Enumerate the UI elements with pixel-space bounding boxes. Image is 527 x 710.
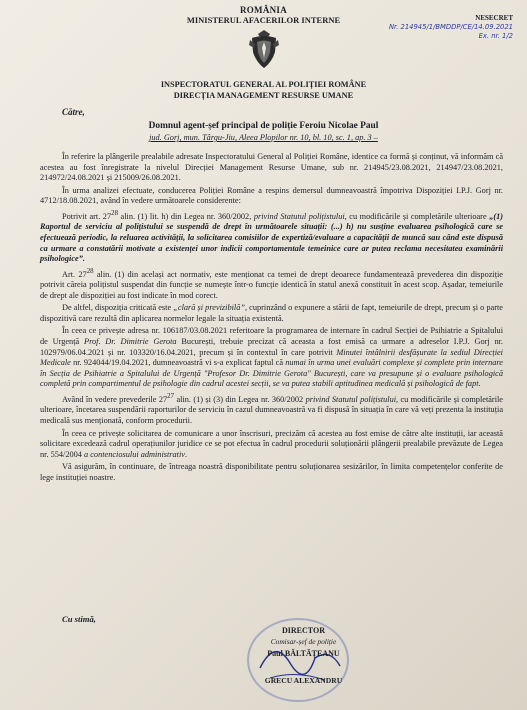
paragraph-6: În ceea ce privește adresa nr. 106187/03.08.2021 referitoare la programarea de internare în cadrul Secției de Psihiatrie a Spitalului de Urgență Prof. Dr. Dimitrie Gerota București, trebuie precizat că aceasta a fost emisă ca urmare a adreselor I.P.J. Gorj nr. 102979/06.04.2021 și nr. 103320/16.04.2021, precum și în contextul în care potrivit Minutei întâlnirii desfășurate la sediul Direcției Medicale nr. 924044/19.04.2021, dumneavoastră vi s-a explicat faptul că numai în urma unei evaluări complexe și complete prin internare în Secția de Psihiatrie a Spitalului de Urgență "Profesor Dr. Dimitrie Gerota" București, care va presupune și o evaluare psihologică completă prin compartimentul de psihologie din cadrul acestei secții, se va putea stabili aptitudinea medicală și psihologică de fapt. [40,326,504,389]
reference-block [389,14,513,41]
coat-of-arms-icon [248,28,280,70]
cosigner-name: GRECU ALEXANDRU [264,676,343,685]
recipient-address: jud. Gorj, mun. Târgu-Jiu, Aleea Plopilor nr. 10, bl. 10, sc. 1, ap. 3 – [149,133,378,142]
copy-number: Ex. nr. 1/2 [478,32,513,40]
recipient-to: Către, [62,107,85,117]
paragraph-3: Potrivit art. $27^{28}$ alin. (1) lit. h) din Legea nr. 360/2002, privind Statutul polițistului, cu modificările și completările ulterioare „(1) Raportul de serviciu al polițistului se suspendă de drept în următoarele situații: (...) h) nu susține evaluarea psihologică care se efectuează periodic, la reluarea activității, la solicitarea comisiilor de expertiză/evaluare a capacității de muncă sau când este dispusă ca urmare a constatării motivate a existenței unor indicii comportamentale temeinice care ar putea reclama necesitatea examinării psihologice”. [40,209,504,264]
registration-number: Nr. 214945/1/BMDDP/CE/14.09.2021 [388,23,513,31]
paragraph-8: În ceea ce privește solicitarea de comunicare a unor înscrisuri, precizăm că acestea au fost emise de către alte instituții, iar această solicitare excedează cadrul operațiunilor juridice ce se pot efectua în cadrul procedurii soluționării plângerii prealabile prevăzute de Legea nr. 554/2004 a contenciosului administrativ. [40,428,503,459]
letter-body [40,152,503,486]
signer-name: Paul BĂLTĂȚEANU [267,649,340,658]
recipient-name: Domnul agent-șef principal de poliție Feroiu Nicolae Paul [148,121,379,131]
paragraph-5: De altfel, dispoziția criticată este „clară și previzibilă”, cuprinzând o expunere a stării de fapt, temeiurile de drept, precum și o parte dispozitivă care rezultă din aplicarea normelor legale la situația existentă. [40,303,503,323]
institution-name: INSPECTORATUL GENERAL AL POLIȚIEI ROMÂNE [160,80,367,89]
ministry-name: MINISTERUL AFACERILOR INTERNE [186,15,341,25]
paragraph-2: În urma analizei efectuate, conducerea Poliției Române a respins demersul dumneavoastră împotriva Dispoziției I.P.J. Gorj nr. 4712/18.08.2021, având în vedere următoarele considerente: [40,185,503,206]
classification-label: NESECRET [475,14,513,22]
signer-title: DIRECTOR [282,626,325,635]
paragraph-7: Având în vedere prevederile $27^{27}$ alin. (1) și (3) din Legea nr. 360/2002 privind Statutul polițistului, cu modificările și completările ulterioare, încetarea suspendării raporturilor de serviciu în cazul dumneavoastră va fi dispusă în situația în care vă veți prezenta la instituția medicală sus menționată, conform procedurii. [40,393,503,425]
paragraph-1: În referire la plângerile prealabile adresate Inspectoratului General al Poliției Române, identice ca formă și conținut, vă informăm că acestea au fost înregistrate la nivelul Direcției Management Resurse Umane, sub nr. 214945/23.08.2021, 214947/23.08.2021, 214972/24.08.2021 și 215009/26.08.2021. [40,152,503,183]
signer-role: Comisar-șef de poliție [270,637,337,646]
paragraph-9: Vă asigurăm, în continuare, de întreaga noastră disponibilitate pentru soluționarea sesizărilor, în limita competențelor conferite de lege instituției noastre. [40,462,503,482]
country-name: ROMÂNIA [239,5,288,15]
closing-salutation: Cu stimă, [62,614,96,624]
paragraph-4: Art. $27^{28}$ alin. (1) din același act normativ, este menționat ca temei de drept deoarece fundamentează prevederea din dispoziție potrivit căreia polițistul suspendat din funcție se numește într-o funcție identică în statul anexă constituit în acest scop. Așadar, temeiurile de drept ale dispoziției au fost indicate în mod corect. [40,267,503,300]
directorate-name: DIRECȚIA MANAGEMENT RESURSE UMANE [173,91,354,100]
